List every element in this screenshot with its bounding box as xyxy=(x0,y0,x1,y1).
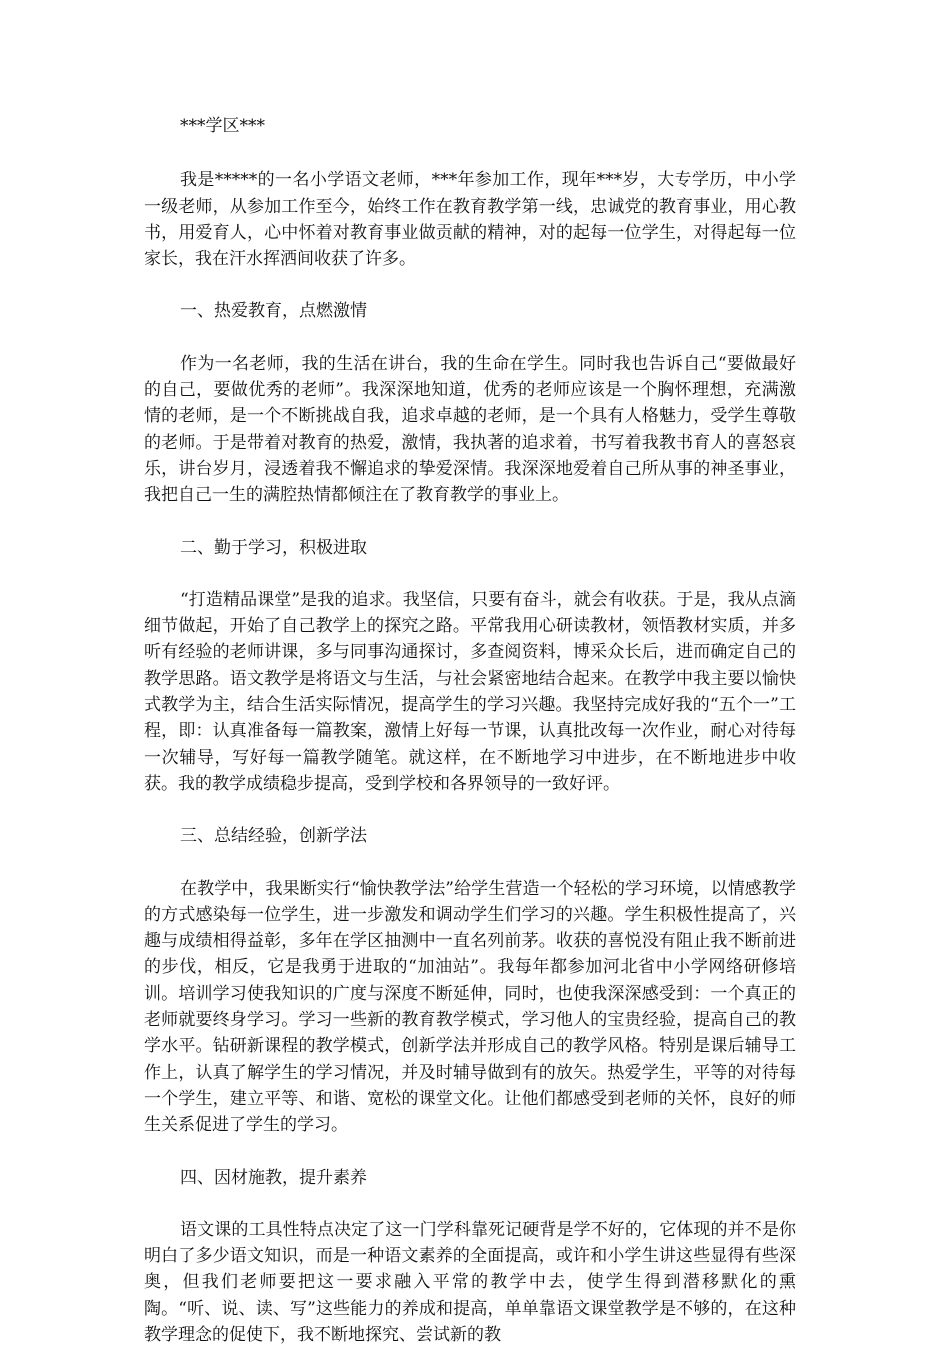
spacer xyxy=(144,850,796,876)
section-paragraph-1: 作为一名老师，我的生活在讲台，我的生命在学生。同时我也告诉自己“要做最好的自己，要做优秀的老师”。我深深地知道，优秀的老师应该是一个胸怀理想，充满激情的老师，是一个不断挑战自我，追求卓越的老师，是一个具有人格魅力，受学生尊敬的老师。于是带着对教育的热爱，激情，我执著的追求着，书写着我教书育人的喜怒哀乐，讲台岁月，浸透着我不懈追求的挚爱深情。我深深地爱着自己所从事的神圣事业，我把自己一生的满腔热情都倾注在了教育教学的事业上。 xyxy=(144,353,796,506)
spacer xyxy=(144,797,796,823)
section-paragraph-2: “打造精品课堂”是我的追求。我坚信，只要有奋斗，就会有收获。于是，我从点滴细节做起，开始了自己教学上的探究之路。平常我用心研读教材，领悟教材实质，并多听有经验的老师讲课，多与同事沟通探讨，多查阅资料，博采众长后，进而确定自己的教学思路。语文教学是将语文与生活，与社会紧密地结合起来。在教学中我主要以愉快式教学为主，结合生活实际情况，提高学生的学习兴趣。我坚持完成好我的“五个一”工程，即：认真准备每一篇教案，激情上好每一节课，认真批改每一次作业，耐心对待每一次辅导，写好每一篇教学随笔。就这样，在不断地学习中进步，在不断地进步中收获。我的教学成绩稳步提高，受到学校和各界领导的一致好评。 xyxy=(144,589,796,794)
spacer xyxy=(144,1191,796,1217)
document-page xyxy=(144,113,796,1348)
spacer xyxy=(144,1139,796,1165)
document-title: ***学区*** xyxy=(180,116,265,136)
spacer xyxy=(144,325,796,351)
intro-paragraph: 我是*****的一名小学语文老师，***年参加工作，现年***岁，大专学历，中小学一级老师，从参加工作至今，始终工作在教育教学第一线，忠诚党的教育事业，用心教书，用爱育人，心中怀着对教育事业做贡献的精神，对的起每一位学生，对得起每一位家长，我在汗水挥洒间收获了许多。 xyxy=(144,170,796,270)
spacer xyxy=(144,272,796,298)
section-paragraph-3: 在教学中，我果断实行“愉快教学法”给学生营造一个轻松的学习环境，以情感教学的方式感染每一位学生，进一步激发和调动学生们学习的兴趣。学生积极性提高了，兴趣与成绩相得益彰，多年在学区抽测中一直名列前茅。收获的喜悦没有阻止我不断前进的步伐，相反，它是我勇于进取的“加油站”。我每年都参加河北省中小学网络研修培训。培训学习使我知识的广度与深度不断延伸，同时，也使我深深感受到：一个真正的老师就要终身学习。学习一些新的教育教学模式，学习他人的宝贵经验，提高自己的教学水平。钻研新课程的教学模式，创新学法并形成自己的教学风格。特别是课后辅导工作上，认真了解学生的学习情况，并及时辅导做到有的放矢。热爱学生，平等的对待每一个学生，建立平等、和谐、宽松的课堂文化。让他们都感受到老师的关怀，良好的师生关系促进了学生的学习。 xyxy=(144,878,796,1136)
spacer xyxy=(144,561,796,587)
section-heading-4: 四、因材施教，提升素养 xyxy=(180,1167,367,1188)
section-heading-2: 二、勤于学习，积极进取 xyxy=(180,537,367,558)
section-heading-1: 一、热爱教育，点燃激情 xyxy=(180,301,367,322)
section-paragraph-4: 语文课的工具性特点决定了这一门学科靠死记硬背是学不好的，它体现的并不是你明白了多少语文知识，而是一种语文素养的全面提高，或许和小学生讲这些显得有些深奥，但我们老师要把这一要求融入平常的教学中去，使学生得到潜移默化的熏陶。“听、说、读、写”这些能力的养成和提高，单单靠语文课堂教学是不够的，在这种教学理念的促使下，我不断地探究、尝试新的教 xyxy=(144,1219,796,1345)
spacer xyxy=(144,139,796,167)
section-heading-3: 三、总结经验，创新学法 xyxy=(180,826,367,847)
spacer xyxy=(144,509,796,535)
